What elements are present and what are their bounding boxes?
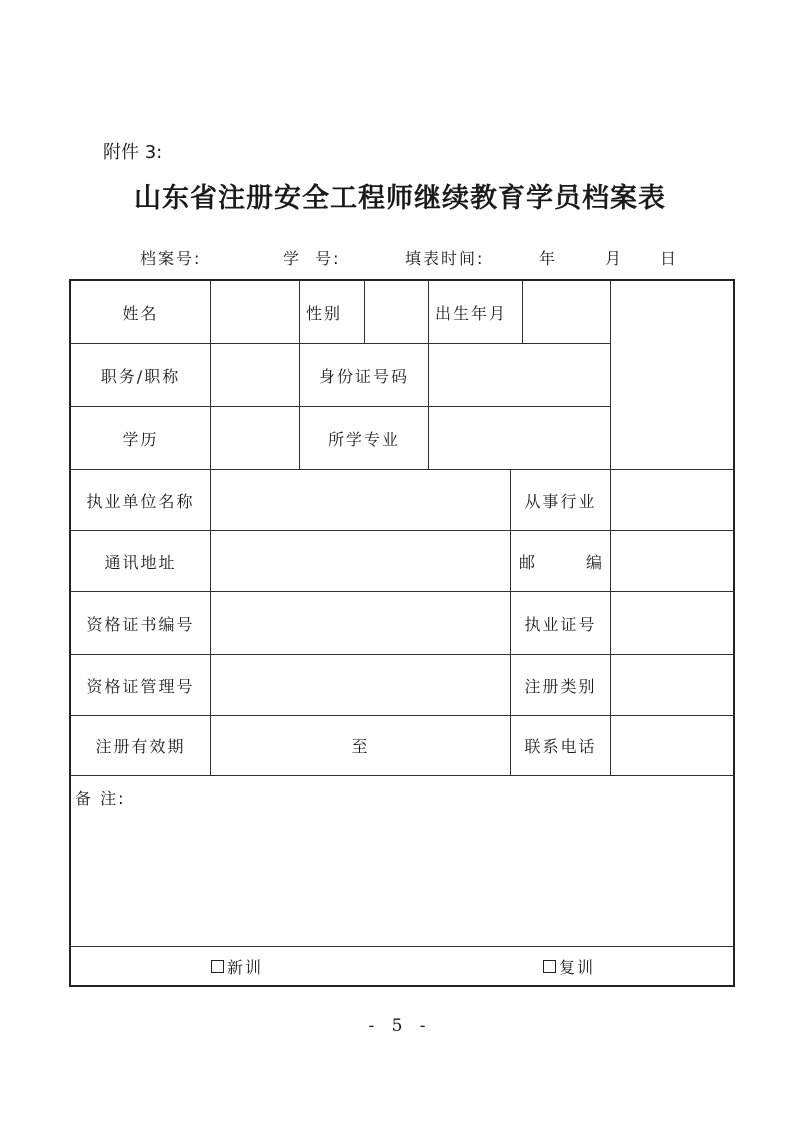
new-training-option[interactable]	[71, 947, 403, 985]
photo-box[interactable]	[611, 281, 735, 470]
phone-field[interactable]	[611, 716, 735, 776]
reg-validity-to: 至	[351, 737, 370, 756]
reg-validity-label: 注册有效期	[71, 716, 211, 776]
archive-form-table	[69, 279, 735, 987]
file-number-label: 档案号:	[140, 249, 202, 268]
postcode-label-second: 编	[585, 552, 602, 572]
month-label: 月	[605, 249, 624, 268]
new-training-label: 新训	[226, 957, 263, 977]
fill-time-label: 填表时间:	[405, 249, 485, 268]
cert-manage-number-field[interactable]	[211, 655, 511, 716]
major-field[interactable]	[429, 407, 611, 470]
cert-number-label: 资格证书编号	[71, 592, 211, 655]
cert-manage-number-label: 资格证管理号	[71, 655, 211, 716]
id-number-label: 身份证号码	[300, 344, 429, 407]
attachment-label: 附件 3:	[103, 142, 163, 163]
re-training-checkbox[interactable]	[543, 960, 556, 973]
position-label: 职务/职称	[71, 344, 211, 407]
postcode-label	[511, 531, 611, 592]
re-training-label: 复训	[558, 957, 595, 977]
name-label: 姓名	[71, 281, 211, 344]
industry-field[interactable]	[611, 470, 735, 531]
document-title: 山东省注册安全工程师继续教育学员档案表	[134, 183, 666, 214]
gender-field[interactable]	[365, 281, 429, 344]
reg-category-label: 注册类别	[511, 655, 611, 716]
birth-field[interactable]	[523, 281, 611, 344]
practice-number-field[interactable]	[611, 592, 735, 655]
address-field[interactable]	[211, 531, 511, 592]
remarks-field[interactable]	[71, 776, 735, 947]
reg-validity-field[interactable]	[211, 716, 511, 776]
page-number: - 5 -	[368, 1016, 432, 1036]
major-label: 所学专业	[300, 407, 429, 470]
name-field[interactable]	[211, 281, 300, 344]
birth-label: 出生年月	[429, 281, 523, 344]
re-training-option[interactable]	[403, 947, 735, 985]
postcode-field[interactable]	[611, 531, 735, 592]
cert-number-field[interactable]	[211, 592, 511, 655]
industry-label: 从事行业	[511, 470, 611, 531]
employer-label: 执业单位名称	[71, 470, 211, 531]
address-label: 通讯地址	[71, 531, 211, 592]
education-label: 学历	[71, 407, 211, 470]
position-field[interactable]	[211, 344, 300, 407]
student-number-label: 学 号:	[283, 249, 341, 268]
practice-number-label: 执业证号	[511, 592, 611, 655]
id-number-field[interactable]	[429, 344, 611, 407]
year-label: 年	[539, 249, 558, 268]
postcode-label-first: 邮	[519, 552, 536, 572]
reg-category-field[interactable]	[611, 655, 735, 716]
remarks-label: 备 注:	[75, 789, 126, 808]
education-field[interactable]	[211, 407, 300, 470]
gender-label: 性别	[300, 281, 365, 344]
new-training-checkbox[interactable]	[211, 960, 224, 973]
employer-field[interactable]	[211, 470, 511, 531]
phone-label: 联系电话	[511, 716, 611, 776]
day-label: 日	[660, 249, 679, 268]
